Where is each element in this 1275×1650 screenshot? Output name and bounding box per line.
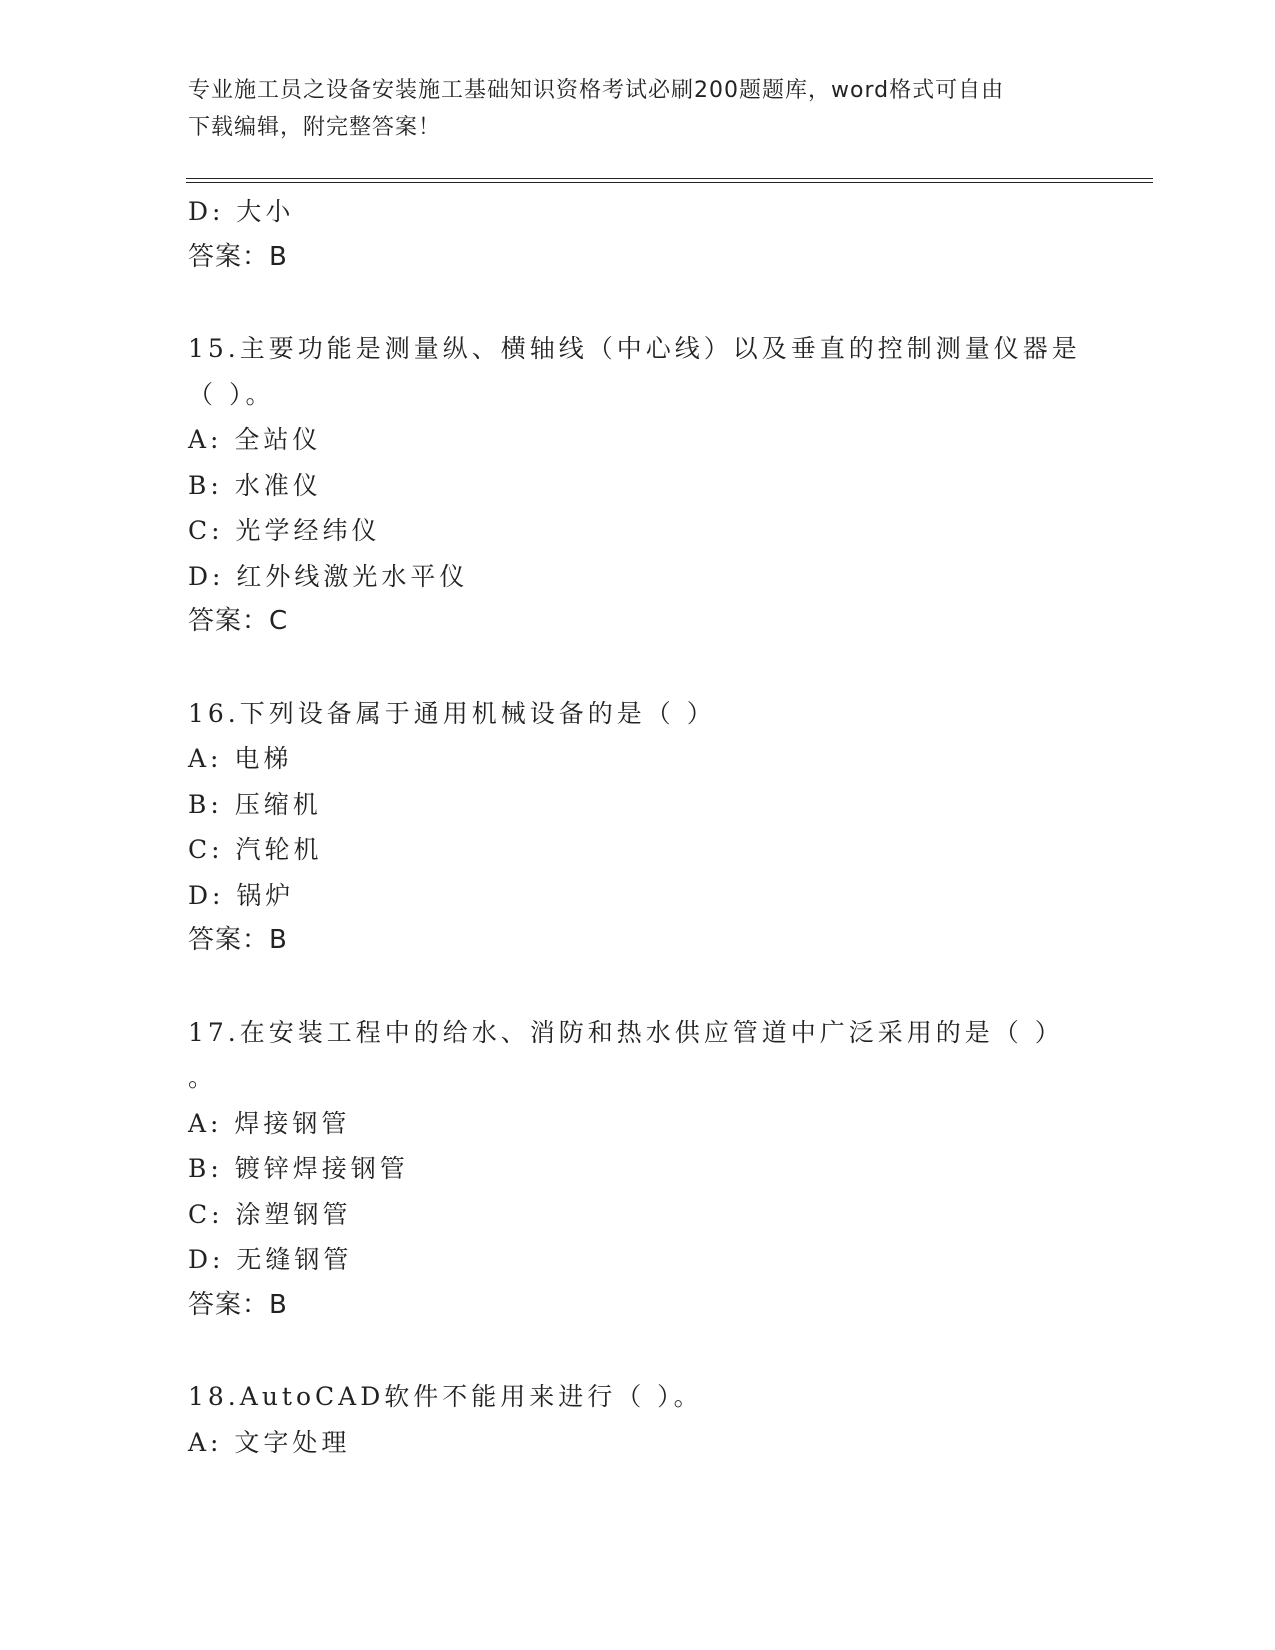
option-d: D: 无缝钢管 bbox=[188, 1245, 353, 1274]
question-15 bbox=[188, 326, 1088, 645]
option-a: A: 全站仪 bbox=[188, 425, 322, 454]
option-c: C: 汽轮机 bbox=[188, 835, 323, 864]
option-c: C: 涂塑钢管 bbox=[188, 1199, 352, 1229]
option-b: B: 压缩机 bbox=[188, 789, 322, 819]
question-stem: 16.下列设备属于通用机械设备的是（ ） bbox=[188, 698, 716, 728]
option-d: D: 锅炉 bbox=[188, 880, 295, 910]
option-a: A: 电梯 bbox=[188, 744, 293, 773]
header-title-line-1: 专业施工员之设备安装施工基础知识资格考试必刷200题题库，word格式可自由 bbox=[188, 78, 1005, 103]
question-stem: 18.AutoCAD软件不能用来进行（ ）。 bbox=[188, 1382, 703, 1411]
header-divider-top bbox=[186, 178, 1153, 179]
answer-line: 答案：B bbox=[188, 1289, 288, 1320]
question-stem-continued: 。 bbox=[188, 1063, 218, 1092]
option-b: B: 镀锌焊接钢管 bbox=[188, 1154, 409, 1183]
question-17 bbox=[188, 1010, 1088, 1329]
header-title-line-2: 下载编辑，附完整答案！ bbox=[188, 115, 442, 140]
header-divider-bottom bbox=[186, 182, 1153, 183]
question-18 bbox=[188, 1374, 1088, 1465]
answer-line: 答案：B bbox=[188, 241, 288, 272]
question-16 bbox=[188, 691, 1088, 964]
question-list bbox=[188, 189, 1088, 1465]
answer-line: 答案：C bbox=[188, 606, 289, 636]
option-a: A: 文字处理 bbox=[188, 1427, 351, 1457]
option-b: B: 水准仪 bbox=[188, 470, 322, 500]
question-stem-continued: （ ）。 bbox=[188, 379, 275, 409]
document-header bbox=[188, 72, 1068, 146]
answer-line: 答案：B bbox=[188, 925, 288, 955]
option-a: A: 焊接钢管 bbox=[188, 1108, 351, 1138]
question-stem: 17.在安装工程中的给水、消防和热水供应管道中广泛采用的是（ ） bbox=[188, 1017, 1064, 1047]
question-stem: 15.主要功能是测量纵、横轴线（中心线）以及垂直的控制测量仪器是 bbox=[188, 334, 1081, 363]
option-c: C: 光学经纬仪 bbox=[188, 516, 381, 545]
option-d: D: 红外线激光水平仪 bbox=[188, 561, 469, 591]
option-d: D: 大小 bbox=[188, 197, 295, 226]
